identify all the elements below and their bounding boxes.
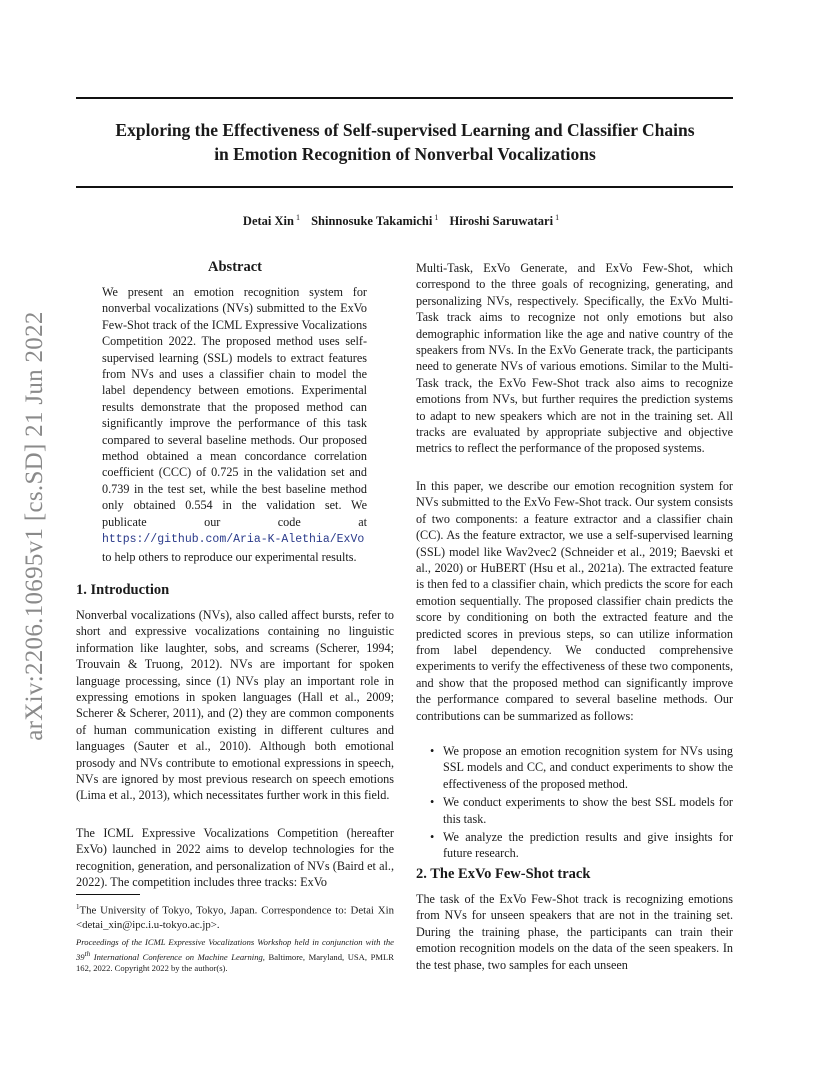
abstract-text: We present an emotion recognition system for nonverbal vocalizations (NVs) submitted to the ExVo Few-Shot track of the ICML Expressive Vocalizations Competition 2022. The proposed method uses self-supervised learning (SSL) models to extract features from NVs and uses a classifier chain to model the label dependency between emotions. Experimental results demonstrate that the proposed method can significantly improve the performance of this task compared to several baseline methods. Our proposed method obtained a mean concordance correlation coefficient (CCC) of 0.725 in the validation set and 0.739 in the test set, while the best baseline method only obtained 0.554 in the validation set. We publicate our code at	[102, 285, 367, 529]
affiliation-mark: 1	[295, 213, 300, 222]
title-bottom-rule	[76, 186, 733, 188]
paragraph-text: In this paper, we describe our emotion recognition system for NVs submitted to the ExVo Few-Shot track. Our system consists of two components: a feature extractor and a classifier chain (CC). As the feature extractor, we use a self-supervised learning (SSL) model like Wav2vec2 (Schneider et al., 2019; Baevski et al., 2020) or HuBERT (Hsu et al., 2021a). The extracted feature is then fed to a classifier chain, which predicts the score for each emotion sequentially. The proposed classifier chain predicts the score by conditioning on both the extracted feature and the predicted scores in previous steps, so can utilize information from label dependency. We conducted comprehensive experiments to verify the effectiveness of these two components, and show that the proposed method can significantly improve the performance compared to several baseline methods. Our contributions can be summarized as follows:	[416, 479, 733, 723]
affiliation-mark: 1	[434, 213, 439, 222]
list-item	[416, 743, 733, 792]
abstract-text-end: to help others to reproduce our experimental results.	[102, 549, 357, 564]
bullet-icon: •	[430, 795, 435, 810]
list-item	[416, 794, 733, 827]
author-name: Shinnosuke Takamichi	[311, 214, 433, 229]
footnote-rule	[76, 894, 140, 895]
introduction-paragraph-3	[416, 478, 733, 724]
code-link[interactable]: https://github.com/Aria-K-Alethia/ExVo	[102, 533, 365, 547]
paper-title	[60, 118, 750, 166]
introduction-paragraph-1	[76, 607, 394, 804]
footnote-text: The University of Tokyo, Tokyo, Japan. Correspondence to: Detai Xin <detai_xin@ipc.i.u-tokyo.ac.jp>.	[76, 904, 394, 932]
introduction-paragraph-2-continued	[416, 260, 733, 457]
author-list	[60, 213, 750, 229]
title-line-2: in Emotion Recognition of Nonverbal Vocalizations	[214, 144, 596, 164]
proceedings-italic-b: International Conference on Machine Learning	[90, 951, 263, 962]
list-item	[416, 829, 733, 862]
list-item-text: We propose an emotion recognition system for NVs using SSL models and CC, and conduct experiments to show the effectiveness of the proposed method.	[443, 744, 733, 791]
section-heading-introduction: 1. Introduction	[76, 582, 170, 598]
affiliation-footnote	[76, 900, 394, 933]
abstract-body	[102, 284, 367, 565]
author-name: Hiroshi Saruwatari	[449, 214, 554, 229]
abstract-heading: Abstract	[208, 259, 262, 275]
list-item-text: We analyze the prediction results and give insights for future research.	[443, 830, 733, 861]
arxiv-identifier: arXiv:2206.10695v1 [cs.SD] 21 Jun 2022	[21, 311, 48, 741]
paragraph-text: Nonverbal vocalizations (NVs), also called affect bursts, refer to short and expressive vocalizations containing no linguistic information like laughter, sobs, and screams (Scherer, 1994; Trouvain & Truong, 2012). NVs are important for spoken language processing, since (1) NVs play an important role in expressing emotions in spoken languages (Hall et al., 2009; Scherer & Scherer, 2011), and (2) they are common components of human communication existing in different cultures and languages (Sauter et al., 2010). Although both emotional prosody and NVs contribute to emotional expressions in speech, NVs are ignored by most previous research on speech emotions (Lima et al., 2013), which necessitates further work in this field.	[76, 608, 394, 803]
section-2-paragraph-1	[416, 891, 733, 973]
section-heading-exvo-few-shot: 2. The ExVo Few-Shot track	[416, 866, 591, 882]
author-name: Detai Xin	[242, 214, 294, 229]
title-line-1: Exploring the Effectiveness of Self-supervised Learning and Classifier Chains	[115, 120, 695, 140]
list-item-text: We conduct experiments to show the best SSL models for this task.	[443, 795, 733, 826]
affiliation-mark: 1	[555, 213, 560, 222]
proceedings-rest: , Baltimore, Maryland, USA, PMLR 162, 2022. Copyright 2022 by the author(s).	[76, 951, 395, 973]
proceedings-italic-a: Proceedings of the ICML Expressive Vocalizations Workshop held in conjunction with the 39	[76, 937, 394, 962]
bullet-icon: •	[430, 744, 435, 758]
introduction-paragraph-2	[76, 825, 394, 891]
title-top-rule	[76, 97, 733, 99]
contributions-list	[416, 743, 733, 864]
proceedings-sup: th	[84, 949, 91, 958]
paragraph-text: Multi-Task, ExVo Generate, and ExVo Few-Shot, which correspond to the three goals of recognizing, generating, and personalizing NVs, respectively. Specifically, the ExVo Multi-Task track aims to recognize not only emotions but also demographic information like the age and native country of the speakers from NVs. In the ExVo Generate track, the participants need to generate NVs of various emotions. Similar to the Multi-Task track, the ExVo Few-Shot track also aims to recognize emotions from NVs, but further requires the prediction systems to adapt to new speakers which are not in the training set. All tracks are evaluated by appropriate subjective and objective metrics to reflect the performance of the proposed systems.	[416, 261, 733, 456]
paragraph-text: The task of the ExVo Few-Shot track is recognizing emotions from NVs for unseen speakers that are not in the training set. During the training phase, the participants can train their emotion recognition models on the data of the seen speakers. In the test phase, two samples for each unseen	[416, 892, 733, 972]
footnote-mark: 1	[76, 903, 80, 911]
paragraph-text: The ICML Expressive Vocalizations Competition (hereafter ExVo) launched in 2022 aims to develop technologies for the recognition, generation, and personalization of NVs (Baird et al., 2022). The competition includes three tracks: ExVo	[76, 826, 394, 890]
proceedings-note	[76, 937, 394, 974]
bullet-icon: •	[430, 830, 435, 845]
